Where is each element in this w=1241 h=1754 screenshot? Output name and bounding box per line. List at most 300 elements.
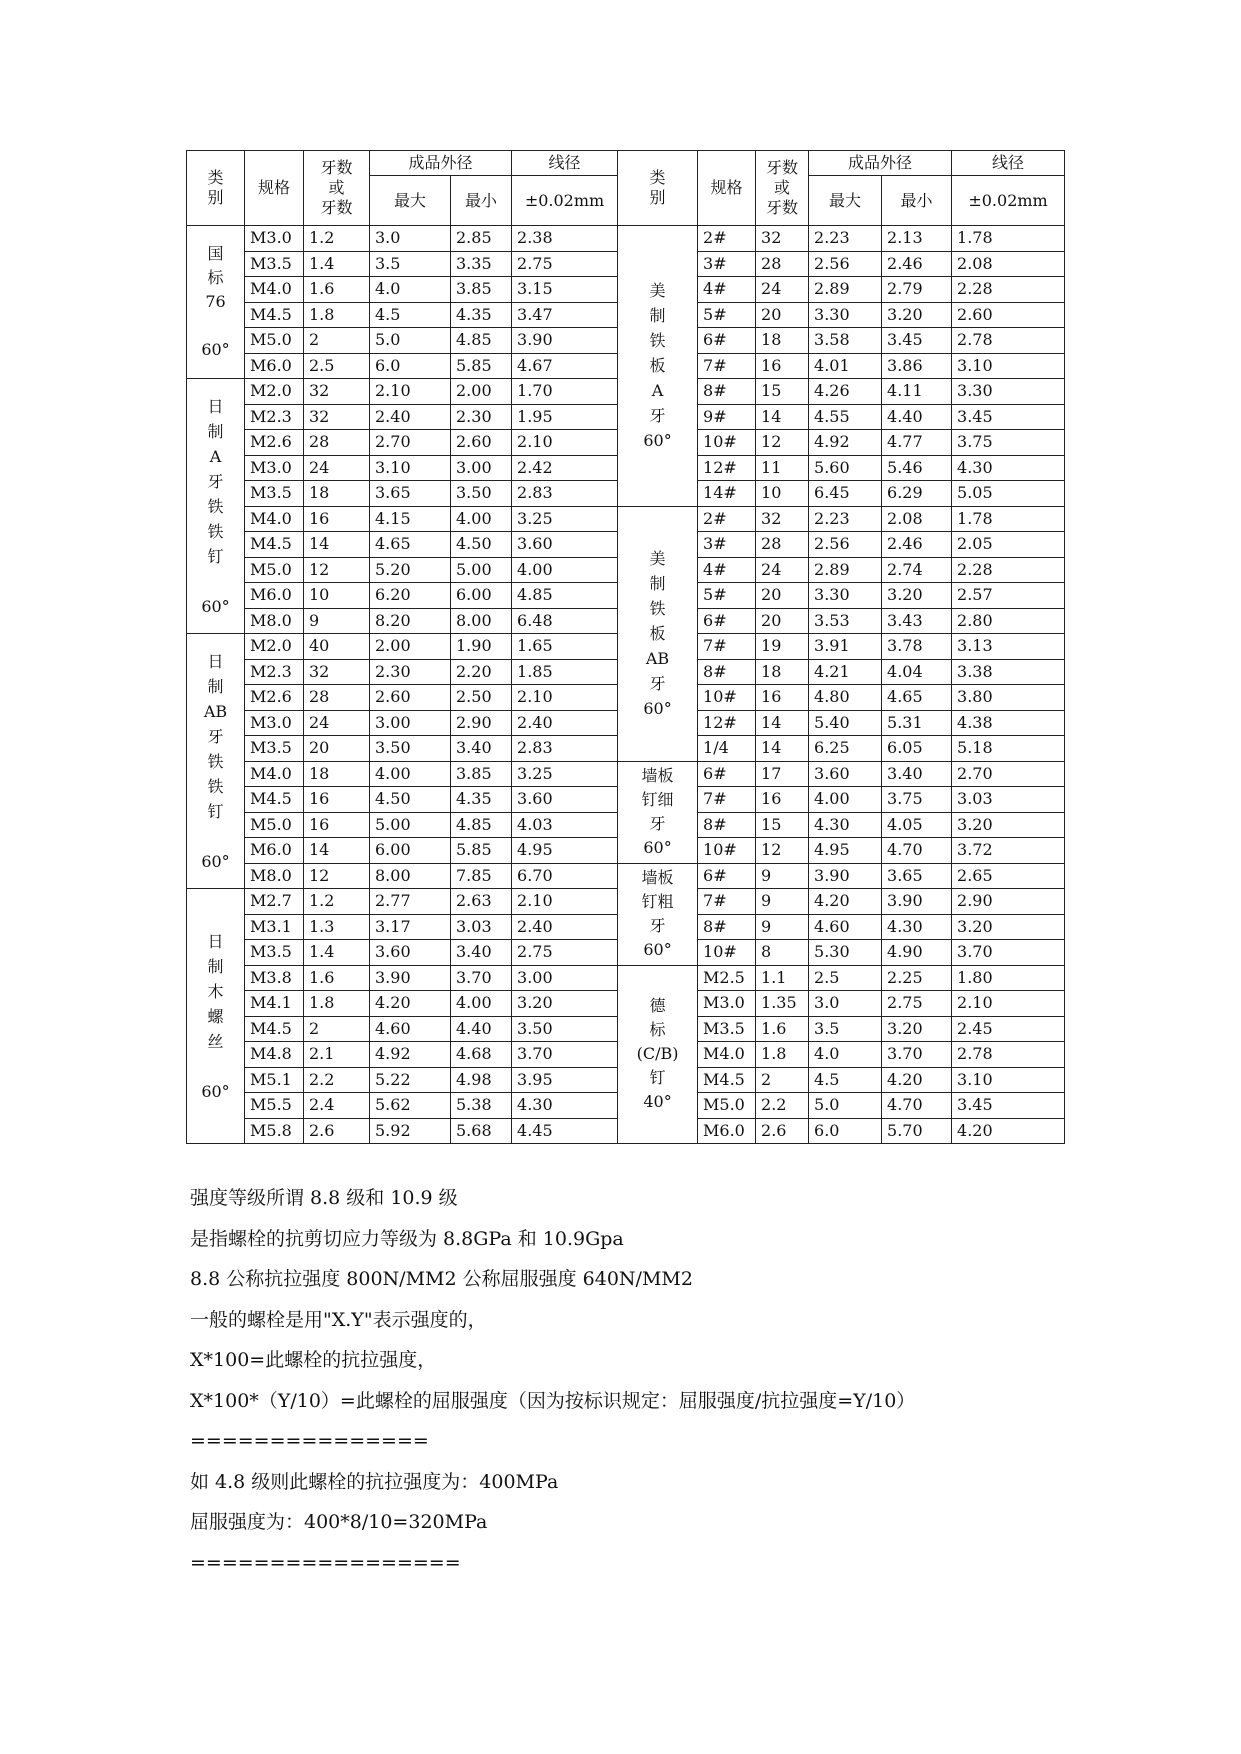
cell-pitch: 18: [756, 328, 809, 354]
cell-spec: 7#: [698, 634, 756, 660]
cell-outer-max: 2.23: [809, 226, 882, 252]
cell-wire: 3.60: [512, 532, 618, 558]
cell-spec: M2.6: [245, 685, 304, 711]
cell-outer-max: 6.0: [809, 1118, 882, 1144]
cell-spec: 10#: [698, 685, 756, 711]
cell-spec: M2.3: [245, 659, 304, 685]
header-category-right: 类 别: [618, 151, 698, 226]
cell-spec: M4.0: [698, 1042, 756, 1068]
cell-spec: M5.1: [245, 1067, 304, 1093]
cell-outer-min: 3.65: [882, 863, 952, 889]
cell-spec: M5.0: [245, 812, 304, 838]
cell-outer-min: 3.45: [882, 328, 952, 354]
cell-pitch: 18: [304, 481, 370, 507]
cell-outer-max: 4.92: [809, 430, 882, 456]
header-tolerance: ±0.02mm: [512, 176, 618, 226]
cell-wire: 3.47: [512, 302, 618, 328]
cell-outer-max: 4.50: [370, 787, 451, 813]
cell-outer-max: 3.0: [809, 991, 882, 1017]
cell-pitch: 10: [304, 583, 370, 609]
cell-outer-max: 4.15: [370, 506, 451, 532]
category-right: 美 制 铁 板 A 牙 60°: [618, 226, 698, 507]
cell-outer-max: 5.60: [809, 455, 882, 481]
cell-outer-min: 6.00: [451, 583, 512, 609]
cell-outer-max: 4.0: [809, 1042, 882, 1068]
cell-outer-max: 5.92: [370, 1118, 451, 1144]
cell-outer-max: 2.56: [809, 532, 882, 558]
cell-spec: 5#: [698, 583, 756, 609]
cell-outer-min: 3.35: [451, 251, 512, 277]
cell-outer-min: 4.20: [882, 1067, 952, 1093]
cell-spec: 6#: [698, 328, 756, 354]
cell-wire: 3.45: [952, 1093, 1065, 1119]
category-right: 墙板 钉粗 牙 60°: [618, 863, 698, 965]
cell-outer-max: 3.30: [809, 302, 882, 328]
cell-wire: 3.72: [952, 838, 1065, 864]
header-max-right: 最大: [809, 176, 882, 226]
cell-spec: 6#: [698, 863, 756, 889]
cell-outer-min: 3.20: [882, 1016, 952, 1042]
cell-outer-max: 5.00: [370, 812, 451, 838]
cell-outer-max: 5.40: [809, 710, 882, 736]
cell-outer-max: 2.77: [370, 889, 451, 915]
cell-outer-min: 3.70: [882, 1042, 952, 1068]
cell-pitch: 32: [756, 226, 809, 252]
cell-outer-min: 5.31: [882, 710, 952, 736]
cell-wire: 2.40: [512, 914, 618, 940]
cell-spec: M4.8: [245, 1042, 304, 1068]
cell-spec: 2#: [698, 506, 756, 532]
cell-pitch: 9: [756, 863, 809, 889]
cell-pitch: 2: [304, 1016, 370, 1042]
cell-pitch: 24: [756, 557, 809, 583]
cell-wire: 2.78: [952, 1042, 1065, 1068]
cell-spec: M2.7: [245, 889, 304, 915]
cell-wire: 3.75: [952, 430, 1065, 456]
cell-outer-min: 2.30: [451, 404, 512, 430]
cell-wire: 2.78: [952, 328, 1065, 354]
cell-pitch: 1.3: [304, 914, 370, 940]
cell-outer-min: 3.20: [882, 583, 952, 609]
cell-spec: M3.5: [245, 481, 304, 507]
cell-outer-max: 2.10: [370, 379, 451, 405]
cell-outer-max: 4.80: [809, 685, 882, 711]
cell-pitch: 1.4: [304, 251, 370, 277]
cell-outer-min: 1.90: [451, 634, 512, 660]
cell-outer-max: 5.22: [370, 1067, 451, 1093]
cell-pitch: 20: [756, 583, 809, 609]
cell-outer-min: 4.04: [882, 659, 952, 685]
cell-outer-max: 4.95: [809, 838, 882, 864]
cell-wire: 1.85: [512, 659, 618, 685]
cell-outer-min: 5.85: [451, 838, 512, 864]
header-tolerance-right: ±0.02mm: [952, 176, 1065, 226]
cell-wire: 4.67: [512, 353, 618, 379]
cell-outer-min: 2.63: [451, 889, 512, 915]
category-left: 国 标 76 60°: [187, 226, 245, 379]
cell-outer-min: 5.85: [451, 353, 512, 379]
cell-spec: 4#: [698, 277, 756, 303]
cell-spec: 4#: [698, 557, 756, 583]
cell-spec: 8#: [698, 659, 756, 685]
cell-wire: 3.03: [952, 787, 1065, 813]
cell-pitch: 12: [304, 863, 370, 889]
category-left: 日 制 木 螺 丝 60°: [187, 889, 245, 1144]
cell-outer-max: 3.5: [809, 1016, 882, 1042]
cell-spec: 7#: [698, 787, 756, 813]
cell-wire: 4.30: [512, 1093, 618, 1119]
cell-wire: 3.20: [512, 991, 618, 1017]
header-outer: 成品外径: [370, 151, 512, 176]
cell-outer-min: 2.46: [882, 532, 952, 558]
cell-outer-min: 3.85: [451, 761, 512, 787]
cell-pitch: 14: [756, 736, 809, 762]
note-line: 是指螺栓的抗剪切应力等级为 8.8GPa 和 10.9Gpa: [190, 1227, 624, 1250]
table-row: [187, 761, 1065, 787]
cell-spec: M4.1: [245, 991, 304, 1017]
cell-outer-max: 4.00: [370, 761, 451, 787]
cell-wire: 2.80: [952, 608, 1065, 634]
cell-spec: 9#: [698, 404, 756, 430]
cell-wire: 1.95: [512, 404, 618, 430]
header-outer-right: 成品外径: [809, 151, 952, 176]
cell-outer-min: 2.60: [451, 430, 512, 456]
cell-outer-min: 3.90: [882, 889, 952, 915]
cell-outer-max: 5.0: [809, 1093, 882, 1119]
cell-outer-min: 7.85: [451, 863, 512, 889]
cell-outer-min: 4.50: [451, 532, 512, 558]
cell-spec: M4.0: [245, 761, 304, 787]
cell-pitch: 15: [756, 379, 809, 405]
cell-wire: 4.30: [952, 455, 1065, 481]
cell-wire: 3.60: [512, 787, 618, 813]
cell-spec: M3.0: [245, 226, 304, 252]
cell-outer-max: 2.70: [370, 430, 451, 456]
cell-outer-max: 4.60: [809, 914, 882, 940]
cell-spec: M2.0: [245, 379, 304, 405]
cell-outer-max: 4.30: [809, 812, 882, 838]
cell-outer-max: 4.55: [809, 404, 882, 430]
cell-pitch: 2.4: [304, 1093, 370, 1119]
cell-outer-min: 4.00: [451, 506, 512, 532]
header-wire: 线径: [512, 151, 618, 176]
cell-outer-min: 2.85: [451, 226, 512, 252]
cell-outer-min: 3.85: [451, 277, 512, 303]
cell-pitch: 14: [756, 710, 809, 736]
cell-wire: 3.25: [512, 506, 618, 532]
cell-wire: 3.10: [952, 353, 1065, 379]
cell-outer-min: 4.85: [451, 328, 512, 354]
cell-outer-max: 6.0: [370, 353, 451, 379]
strength-notes: [190, 1178, 1090, 1583]
header-pitch-right: 牙数 或 牙数: [756, 151, 809, 226]
cell-spec: 6#: [698, 761, 756, 787]
cell-outer-min: 3.78: [882, 634, 952, 660]
cell-pitch: 14: [304, 838, 370, 864]
cell-pitch: 32: [304, 404, 370, 430]
cell-spec: 10#: [698, 940, 756, 966]
header-min: 最小: [451, 176, 512, 226]
header-category: 类 别: [187, 151, 245, 226]
cell-outer-min: 2.46: [882, 251, 952, 277]
cell-wire: 3.00: [512, 965, 618, 991]
cell-pitch: 2.1: [304, 1042, 370, 1068]
header-spec: 规格: [245, 151, 304, 226]
cell-pitch: 9: [304, 608, 370, 634]
cell-spec: M4.5: [245, 787, 304, 813]
cell-outer-min: 2.08: [882, 506, 952, 532]
cell-outer-max: 4.92: [370, 1042, 451, 1068]
cell-outer-min: 4.30: [882, 914, 952, 940]
cell-pitch: 18: [756, 659, 809, 685]
cell-wire: 2.75: [512, 251, 618, 277]
cell-spec: 3#: [698, 532, 756, 558]
cell-pitch: 1.6: [304, 965, 370, 991]
cell-wire: 2.08: [952, 251, 1065, 277]
cell-spec: 1/4: [698, 736, 756, 762]
cell-wire: 3.95: [512, 1067, 618, 1093]
cell-outer-max: 3.5: [370, 251, 451, 277]
note-line: 8.8 公称抗拉强度 800N/MM2 公称屈服强度 640N/MM2: [190, 1268, 693, 1290]
cell-outer-min: 3.43: [882, 608, 952, 634]
cell-outer-min: 2.75: [882, 991, 952, 1017]
cell-outer-max: 8.20: [370, 608, 451, 634]
cell-pitch: 10: [756, 481, 809, 507]
cell-outer-min: 3.50: [451, 481, 512, 507]
cell-pitch: 16: [756, 787, 809, 813]
cell-spec: M4.5: [245, 532, 304, 558]
cell-pitch: 1.1: [756, 965, 809, 991]
cell-outer-max: 3.60: [809, 761, 882, 787]
cell-outer-max: 4.5: [809, 1067, 882, 1093]
cell-outer-min: 2.90: [451, 710, 512, 736]
cell-pitch: 1.2: [304, 226, 370, 252]
cell-wire: 2.57: [952, 583, 1065, 609]
cell-pitch: 24: [304, 710, 370, 736]
note-line: 如 4.8 级则此螺栓的抗拉强度为：400MPa: [190, 1470, 559, 1493]
cell-spec: 3#: [698, 251, 756, 277]
cell-outer-max: 5.0: [370, 328, 451, 354]
cell-pitch: 20: [304, 736, 370, 762]
cell-spec: M3.5: [245, 940, 304, 966]
cell-spec: M6.0: [698, 1118, 756, 1144]
cell-spec: M3.1: [245, 914, 304, 940]
cell-pitch: 32: [304, 659, 370, 685]
cell-outer-min: 8.00: [451, 608, 512, 634]
cell-spec: M4.0: [245, 506, 304, 532]
cell-outer-min: 2.79: [882, 277, 952, 303]
cell-pitch: 12: [756, 430, 809, 456]
cell-spec: M2.0: [245, 634, 304, 660]
cell-outer-max: 3.90: [370, 965, 451, 991]
cell-pitch: 1.35: [756, 991, 809, 1017]
cell-outer-max: 4.01: [809, 353, 882, 379]
cell-outer-max: 3.90: [809, 863, 882, 889]
cell-outer-min: 2.00: [451, 379, 512, 405]
cell-outer-min: 4.98: [451, 1067, 512, 1093]
cell-spec: M2.5: [698, 965, 756, 991]
cell-wire: 3.25: [512, 761, 618, 787]
cell-pitch: 2.6: [756, 1118, 809, 1144]
cell-wire: 3.38: [952, 659, 1065, 685]
cell-outer-max: 6.20: [370, 583, 451, 609]
cell-outer-max: 8.00: [370, 863, 451, 889]
cell-outer-max: 2.89: [809, 557, 882, 583]
cell-pitch: 2.2: [304, 1067, 370, 1093]
cell-pitch: 24: [756, 277, 809, 303]
cell-spec: 8#: [698, 914, 756, 940]
cell-wire: 3.50: [512, 1016, 618, 1042]
cell-pitch: 1.6: [304, 277, 370, 303]
cell-pitch: 24: [304, 455, 370, 481]
cell-spec: M5.0: [245, 328, 304, 354]
cell-pitch: 2: [756, 1067, 809, 1093]
cell-outer-min: 3.40: [882, 761, 952, 787]
cell-outer-min: 5.68: [451, 1118, 512, 1144]
cell-pitch: 2.2: [756, 1093, 809, 1119]
cell-pitch: 9: [756, 889, 809, 915]
cell-outer-max: 4.00: [809, 787, 882, 813]
cell-pitch: 1.2: [304, 889, 370, 915]
cell-outer-min: 4.00: [451, 991, 512, 1017]
cell-wire: 2.60: [952, 302, 1065, 328]
note-separator: =================: [190, 1551, 461, 1574]
category-right: 德 标 (C/B) 钉 40°: [618, 965, 698, 1144]
cell-wire: 2.28: [952, 277, 1065, 303]
category-right: 墙板 钉细 牙 60°: [618, 761, 698, 863]
cell-outer-min: 4.40: [451, 1016, 512, 1042]
cell-spec: M8.0: [245, 863, 304, 889]
cell-outer-min: 2.74: [882, 557, 952, 583]
cell-outer-min: 4.11: [882, 379, 952, 405]
cell-spec: M3.5: [698, 1016, 756, 1042]
cell-wire: 4.95: [512, 838, 618, 864]
cell-outer-max: 4.0: [370, 277, 451, 303]
cell-outer-max: 3.10: [370, 455, 451, 481]
table-row: [187, 506, 1065, 532]
cell-outer-min: 4.70: [882, 1093, 952, 1119]
cell-wire: 3.90: [512, 328, 618, 354]
cell-outer-min: 6.29: [882, 481, 952, 507]
cell-pitch: 12: [756, 838, 809, 864]
cell-outer-max: 3.00: [370, 710, 451, 736]
cell-spec: 8#: [698, 379, 756, 405]
cell-wire: 5.05: [952, 481, 1065, 507]
cell-spec: 8#: [698, 812, 756, 838]
cell-outer-max: 2.23: [809, 506, 882, 532]
cell-outer-max: 5.62: [370, 1093, 451, 1119]
cell-pitch: 14: [304, 532, 370, 558]
header-spec-right: 规格: [698, 151, 756, 226]
cell-pitch: 40: [304, 634, 370, 660]
cell-spec: M3.0: [698, 991, 756, 1017]
cell-spec: M4.0: [245, 277, 304, 303]
note-line: 一般的螺栓是用"X.Y"表示强度的，: [190, 1308, 487, 1331]
cell-outer-max: 4.21: [809, 659, 882, 685]
note-line: 强度等级所谓 8.8 级和 10.9 级: [190, 1187, 458, 1209]
category-left: 日 制 AB 牙 铁 铁 钉 60°: [187, 634, 245, 889]
cell-pitch: 12: [304, 557, 370, 583]
cell-wire: 4.85: [512, 583, 618, 609]
cell-outer-max: 3.58: [809, 328, 882, 354]
cell-outer-max: 3.17: [370, 914, 451, 940]
cell-pitch: 8: [756, 940, 809, 966]
cell-spec: M2.3: [245, 404, 304, 430]
cell-wire: 1.78: [952, 506, 1065, 532]
cell-pitch: 16: [756, 685, 809, 711]
cell-outer-min: 5.70: [882, 1118, 952, 1144]
cell-outer-min: 4.90: [882, 940, 952, 966]
table-body: [187, 226, 1065, 1144]
cell-spec: 12#: [698, 710, 756, 736]
cell-outer-min: 5.46: [882, 455, 952, 481]
cell-spec: M4.5: [245, 302, 304, 328]
cell-pitch: 1.4: [304, 940, 370, 966]
cell-outer-min: 5.38: [451, 1093, 512, 1119]
cell-spec: M4.5: [698, 1067, 756, 1093]
header-min-right: 最小: [882, 176, 952, 226]
cell-wire: 1.78: [952, 226, 1065, 252]
cell-pitch: 2.5: [304, 353, 370, 379]
cell-wire: 3.20: [952, 812, 1065, 838]
cell-spec: M5.0: [245, 557, 304, 583]
cell-pitch: 1.8: [304, 991, 370, 1017]
note-line: 屈服强度为：400*8/10=320MPa: [190, 1511, 488, 1533]
cell-wire: 2.10: [512, 685, 618, 711]
cell-spec: 7#: [698, 889, 756, 915]
cell-outer-max: 2.40: [370, 404, 451, 430]
cell-outer-min: 4.77: [882, 430, 952, 456]
cell-pitch: 15: [756, 812, 809, 838]
cell-outer-min: 2.50: [451, 685, 512, 711]
cell-spec: M4.5: [245, 1016, 304, 1042]
cell-outer-max: 4.26: [809, 379, 882, 405]
cell-pitch: 20: [756, 608, 809, 634]
cell-outer-min: 4.65: [882, 685, 952, 711]
cell-outer-min: 3.40: [451, 736, 512, 762]
cell-pitch: 9: [756, 914, 809, 940]
cell-wire: 3.80: [952, 685, 1065, 711]
cell-pitch: 17: [756, 761, 809, 787]
screw-spec-table: [186, 150, 1065, 1144]
cell-outer-max: 3.60: [370, 940, 451, 966]
cell-outer-max: 2.30: [370, 659, 451, 685]
cell-spec: 7#: [698, 353, 756, 379]
cell-pitch: 32: [304, 379, 370, 405]
cell-outer-max: 6.25: [809, 736, 882, 762]
table-row: [187, 965, 1065, 991]
cell-wire: 4.03: [512, 812, 618, 838]
cell-outer-max: 2.5: [809, 965, 882, 991]
cell-wire: 6.70: [512, 863, 618, 889]
cell-outer-min: 4.85: [451, 812, 512, 838]
cell-outer-min: 3.86: [882, 353, 952, 379]
header-max: 最大: [370, 176, 451, 226]
cell-outer-min: 4.40: [882, 404, 952, 430]
cell-wire: 4.00: [512, 557, 618, 583]
cell-spec: M5.5: [245, 1093, 304, 1119]
header-wire-right: 线径: [952, 151, 1065, 176]
cell-pitch: 2: [304, 328, 370, 354]
cell-wire: 2.10: [512, 889, 618, 915]
cell-spec: M5.0: [698, 1093, 756, 1119]
cell-outer-max: 2.56: [809, 251, 882, 277]
cell-wire: 2.83: [512, 736, 618, 762]
cell-pitch: 16: [304, 812, 370, 838]
cell-outer-max: 4.60: [370, 1016, 451, 1042]
cell-wire: 2.10: [952, 991, 1065, 1017]
cell-pitch: 28: [304, 685, 370, 711]
